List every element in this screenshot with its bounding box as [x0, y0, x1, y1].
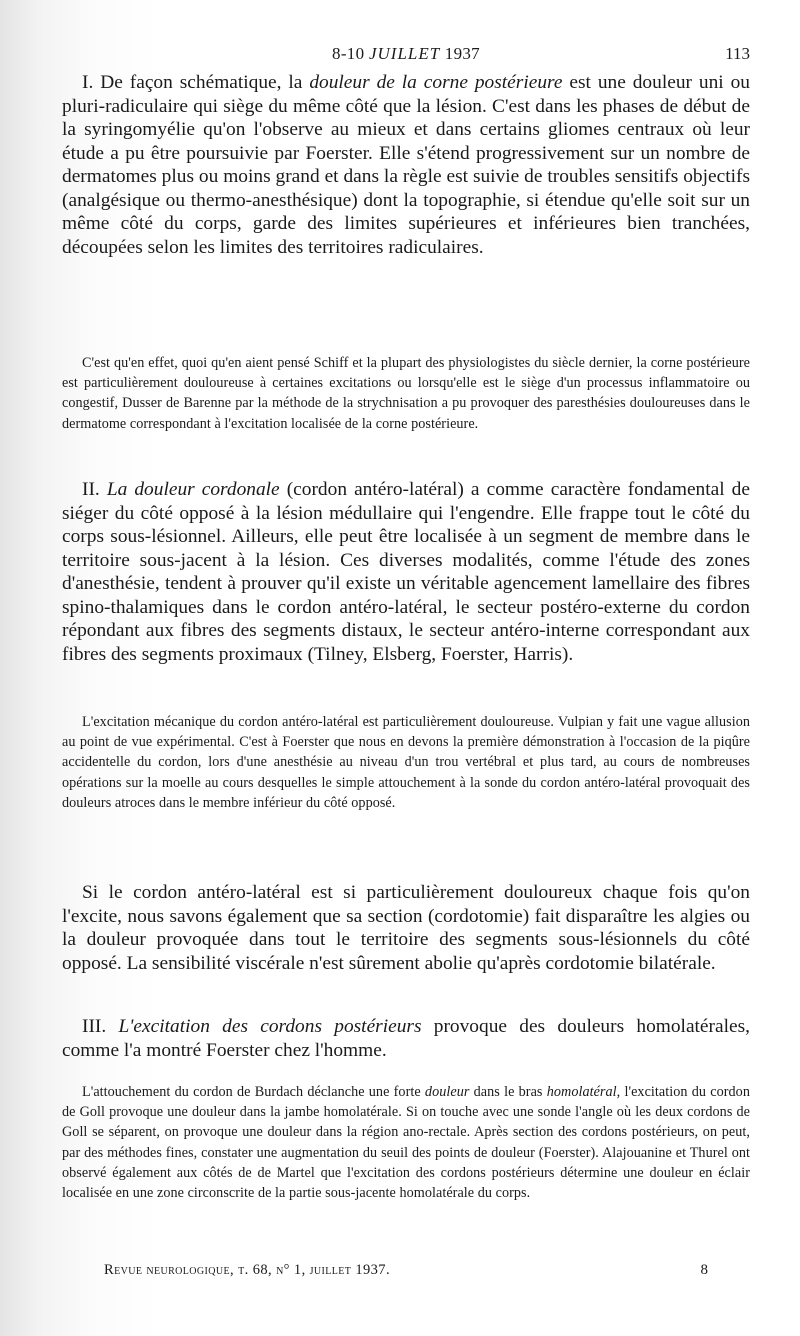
- header-year: 1937: [444, 44, 480, 63]
- section-numeral: II.: [82, 479, 100, 500]
- page-footer: [62, 1262, 750, 1284]
- issue-year: 1937.: [355, 1262, 390, 1278]
- issue-number: 1: [293, 1262, 302, 1278]
- issue-label: n°: [276, 1262, 290, 1278]
- section-iii-paragraph: [62, 1015, 750, 1062]
- paragraph-text: De façon schématique, la: [93, 72, 310, 93]
- issue-month: juillet: [309, 1262, 352, 1278]
- section-heading-italic: douleur de la corne postérieure: [309, 72, 563, 93]
- running-head-title: [62, 44, 750, 64]
- journal-name: Revue neurologique: [104, 1262, 231, 1278]
- page-number: 113: [725, 44, 750, 63]
- note-paragraph-excitation: L'excitation mécanique du cordon antéro-latéral est particulièrement douloureuse. Vulpian y fait une vague allusion au point de vue expérimental. C'est à Foerster que nous en devons la première démonstration à l'occasion de la piqûre accidentelle du cordon, lors d'une anesthésie au niveau d'un trou vertébral et plus tard, au cours de nombreuses opérations sur la moelle au cours desquelles le simple attouchement à la sonde du cordon antéro-latéral provoquait des douleurs atroces dans le membre inférieur du côté opposé.: [62, 714, 750, 811]
- paragraph-text: dans le bras: [469, 1084, 547, 1100]
- running-head: [62, 44, 750, 68]
- paragraph-text: [100, 479, 107, 500]
- journal-citation: Revue neurologique, t. 68, n° 1, juillet 1937.: [104, 1262, 390, 1278]
- header-date: 8-10: [332, 44, 365, 63]
- sheet-signature: 8: [700, 1262, 708, 1278]
- emphasis-text: douleur: [424, 1084, 470, 1100]
- paragraph-text: est une douleur uni ou pluri-radiculaire qui siège du même côté que la lésion. C'est dans les phases de début de la syringomyélie qu'on l'observe au mieux et dans certains gliomes centraux où leur étude a pu être poursuivie par Foerster. Elle s'étend progressivement sur un nombre de dermatomes plus ou moins grand et dans la règle est suivie de troubles sensitifs objectifs (analgésique ou thermo-anesthésique) dont la topographie, si étendue qu'elle soit sur un même côté du corps, garde des limites supérieures et inférieures bien tranchées, découpées selon les limites des territoires radiculaires.: [62, 72, 750, 258]
- tome-number: 68: [252, 1262, 268, 1278]
- paragraph-text: (cordon antéro-latéral) a comme caractère fondamental de siéger du côté opposé à la lésion médullaire qui l'engendre. Elle frappe tout le côté du corps sous-lésionnel. Ailleurs, elle peut être localisée à un segment de membre dans le territoire sous-jacent à la lésion. Ces diverses modalités, comme l'étude des zones d'anesthésie, tendent à prouver qu'il existe un véritable agencement lamellaire des fibres spino-thalamiques dans le cordon antéro-latéral, le secteur postéro-externe du cordon répondant aux fibres des segments distaux, le secteur antéro-interne correspondant aux fibres des segments proximaux (Tilney, Elsberg, Foerster, Harris).: [62, 479, 750, 665]
- section-i-paragraph: [62, 71, 750, 259]
- cordotomie-paragraph: Si le cordon antéro-latéral est si particulièrement douloureux chaque fois qu'on l'excite, nous savons également que sa section (cordotomie) fait disparaître les algies ou la douleur provoquée dans tout le territoire des segments sous-lésionnels du côté opposé. La sensibilité viscérale n'est sûrement abolie qu'après cordotomie bilatérale.: [62, 882, 750, 974]
- note-paragraph-burdach: [62, 1082, 750, 1203]
- section-numeral: I.: [82, 72, 94, 93]
- note-paragraph-corne: C'est qu'en effet, quoi qu'en aient pensé Schiff et la plupart des physiologistes du siècle dernier, la corne postérieure est particulièrement douloureuse à certaines excitations ou lorsqu'elle est le siège d'un processus inflammatoire ou congestif, Dusser de Barenne par la méthode de la strychnisation a pu provoquer des paresthésies douloureuses dans le dermatome correspondant à l'excitation localisée de la corne postérieure.: [62, 355, 750, 432]
- paragraph-text: , l'excitation du cordon de Goll provoque une douleur dans la jambe homolatérale. Si on touche avec une sonde l'angle où les deux cordons de Goll se séparent, on provoque une douleur dans la région ano-rectale. Après section des cordons postérieurs, on peut, par des méthodes fines, constater une augmentation du seuil des points de douleur (Foerster). Alajouanine et Thurel ont observé également aux côtés de de Martel que l'excitation des cordons postérieurs détermine une douleur en éclair localisée en une zone circonscrite de la partie sous-jacente homolatérale du corps.: [62, 1084, 750, 1202]
- tome-label: t.: [238, 1262, 249, 1278]
- section-numeral: III.: [82, 1016, 107, 1037]
- emphasis-text: homolatéral: [546, 1084, 617, 1100]
- paragraph-text: [106, 1016, 118, 1037]
- header-month: JUILLET: [368, 44, 441, 63]
- section-heading-italic: L'excitation des cordons postérieurs: [118, 1016, 422, 1037]
- paragraph-text: L'attouchement du cordon de Burdach déclanche une forte: [82, 1084, 425, 1100]
- section-ii-paragraph: [62, 478, 750, 666]
- paragraph-text: provoque des douleurs homolatérales, comme l'a montré Foerster chez l'homme.: [62, 1016, 750, 1061]
- section-heading-italic: La douleur cordonale: [106, 479, 280, 500]
